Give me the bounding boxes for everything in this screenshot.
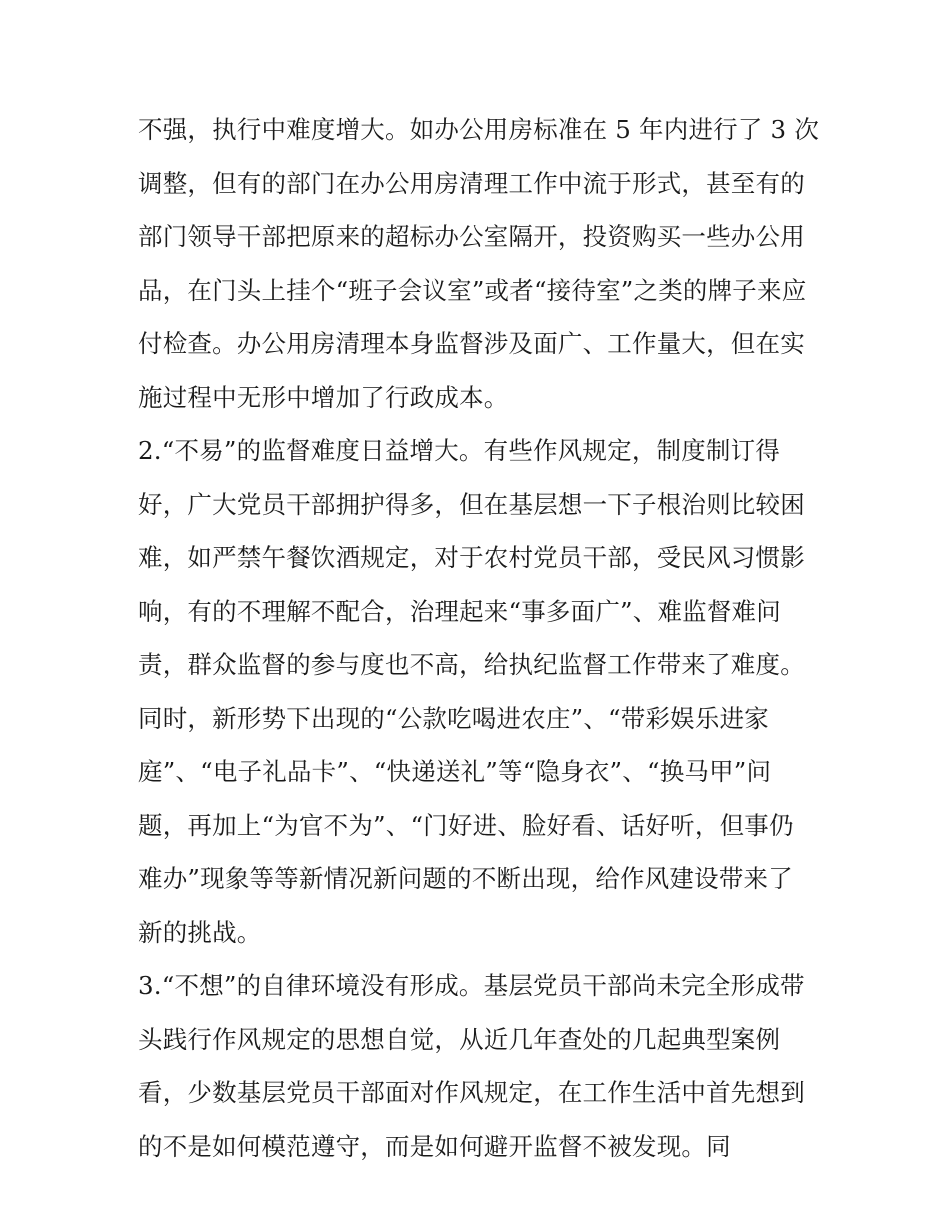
- text-line: 难，如严禁午餐饮酒规定，对于农村党员干部，受民风习惯影: [138, 543, 805, 572]
- document-body: [138, 103, 828, 1173]
- text-line: 调整，但有的部门在办公用房清理工作中流于形式，甚至有的: [138, 168, 805, 198]
- text-line: 品，在门头上挂个“班子会议室”或者“接待室”之类的牌子来应: [138, 275, 807, 305]
- text-line: 响，有的不理解不配合，治理起来“事多面广”、难监督难问: [138, 596, 781, 626]
- section-heading-3: 3.“不想”的自律环境没有形成。基层党员干部尚未完全形成带: [138, 971, 805, 1000]
- text-line: 好，广大党员干部拥护得多，但在基层想一下子根治则比较困: [138, 489, 805, 519]
- text-line: 新的挑战。: [138, 917, 262, 947]
- text-line: 题，再加上“为官不为”、“门好进、脸好看、话好听，但事仍: [138, 810, 794, 840]
- section-heading-2: 2.“不易”的监督难度日益增大。有些作风规定，制度制订得: [138, 436, 781, 465]
- text-line: 施过程中无形中增加了行政成本。: [138, 382, 509, 412]
- text-line: 庭”、“电子礼品卡”、“快递送礼”等“隐身衣”、“换马甲”问: [138, 757, 772, 786]
- text-line: 部门领导干部把原来的超标办公室隔开，投资购买一些办公用: [138, 222, 805, 251]
- text-line: 看，少数基层党员干部面对作风规定，在工作生活中首先想到: [138, 1078, 805, 1107]
- text-line: 同时，新形势下出现的“公款吃喝进农庄”、“带彩娱乐进家: [138, 703, 769, 733]
- text-line: 的不是如何模范遵守，而是如何避开监督不被发现。同: [138, 1131, 731, 1161]
- text-line: 头践行作风规定的思想自觉，从近几年查处的几起典型案例: [138, 1024, 781, 1054]
- text-line: 付检查。办公用房清理本身监督涉及面广、工作量大，但在实: [138, 329, 805, 358]
- text-line: 责，群众监督的参与度也不高，给执纪监督工作带来了难度。: [138, 650, 805, 679]
- text-line: 难办”现象等等新情况新问题的不断出现，给作风建设带来了: [138, 864, 793, 893]
- text-line: 不强，执行中难度增大。如办公用房标准在 5 年内进行了 3 次: [138, 115, 820, 144]
